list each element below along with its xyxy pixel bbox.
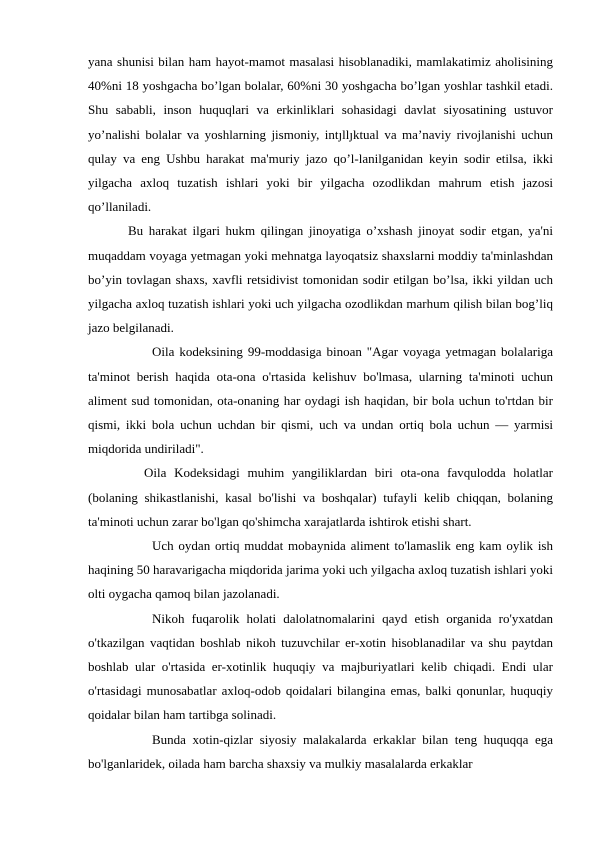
paragraph-7: Bunda xotin-qizlar siyosiy malakalarda erkaklar bilan teng huquqqa ega bo'lganlaridek, oilada ham barcha shaxsiy va mulkiy masalalarda erkaklar xyxy=(88,731,553,771)
paragraph-2: Bu harakat ilgari hukm qilingan jinoyatiga o’xshash jinoyat sodir etgan, ya'ni muqaddam voyaga yetmagan yoki mehnatga layoqatsiz shaxslarni moddiy ta'minlashdan bo’yin tovlagan shaxs, xavfli retsidivist tomonidan sodir etilgan bo’lsa, ikki yildan uch yilgacha axloq tuzatish ishlari yoki uch yilgacha ozodlikdan marhum qilish bilan bog’liq jazo belgilanadi. xyxy=(88,223,553,336)
document-page xyxy=(88,50,553,776)
paragraph-1: yana shunisi bilan ham hayot-mamot masalasi hisoblanadiki, mamlakatimiz aholisining 40%ni 18 yoshgacha bo’lgan bolalar, 60%ni 30 yoshgacha bo’lgan yoshlar tashkil etadi. Shu sababli, inson huquqlari va erkinliklari sohasidagi davlat siyosatining ustuvor yo’nalishi bolalar va yoshlarning jismoniy, intȷllȷktual va ma’naviy rivojlanishi uchun qulay va eng Ushbu harakat ma'muriy jazo qo’l-lanilganidan keyin sodir etilsa, ikki yilgacha axloq tuzatish ishlari yoki bir yilgacha ozodlikdan mahrum etish jazosi qo’llaniladi. xyxy=(88,54,553,215)
paragraph-5: Uch oydan ortiq muddat mobaynida aliment to'lamaslik eng kam oylik ish haqining 50 haravarigacha miqdorida jarima yoki uch yilgacha axloq tuzatish ishlari yoki olti oygacha qamoq bilan jazolanadi. xyxy=(88,538,553,602)
paragraph-4: Oila Kodeksidagi muhim yangiliklardan biri ota-ona favqulodda holatlar (bolaning shikastlanishi, kasal bo'lishi va boshqalar) tufayli kelib chiqqan, bolaning ta'minoti uchun zarar bo'lgan qo'shimcha xarajatlarda ishtirok etishi shart. xyxy=(88,465,553,529)
paragraph-6: Nikoh fuqarolik holati dalolatnomalarini qayd etish organida ro'yxatdan o'tkazilgan vaqtidan boshlab nikoh tuzuvchilar er-xotin hisoblanadilar va shu paytdan boshlab ular o'rtasida er-xotinlik huquqiy va majburiyatlari kelib chiqadi. Endi ular o'rtasidagi munosabatlar axloq-odob qoidalari bilangina emas, balki qonunlar, huquqiy qoidalar bilan ham tartibga solinadi. xyxy=(88,610,553,723)
paragraph-3: Oila kodeksining 99-moddasiga binoan "Agar voyaga yetmagan bolalariga ta'minot berish haqida ota-ona o'rtasida kelishuv bo'lmasa, ularning ta'minoti uchun aliment sud tomonidan, ota-onaning har oydagi ish haqidan, bir bola uchun to'rtdan bir qismi, ikki bola uchun uchdan bir qismi, uch va undan ortiq bola uchun — yarmisi miqdorida undiriladi". xyxy=(88,344,553,457)
